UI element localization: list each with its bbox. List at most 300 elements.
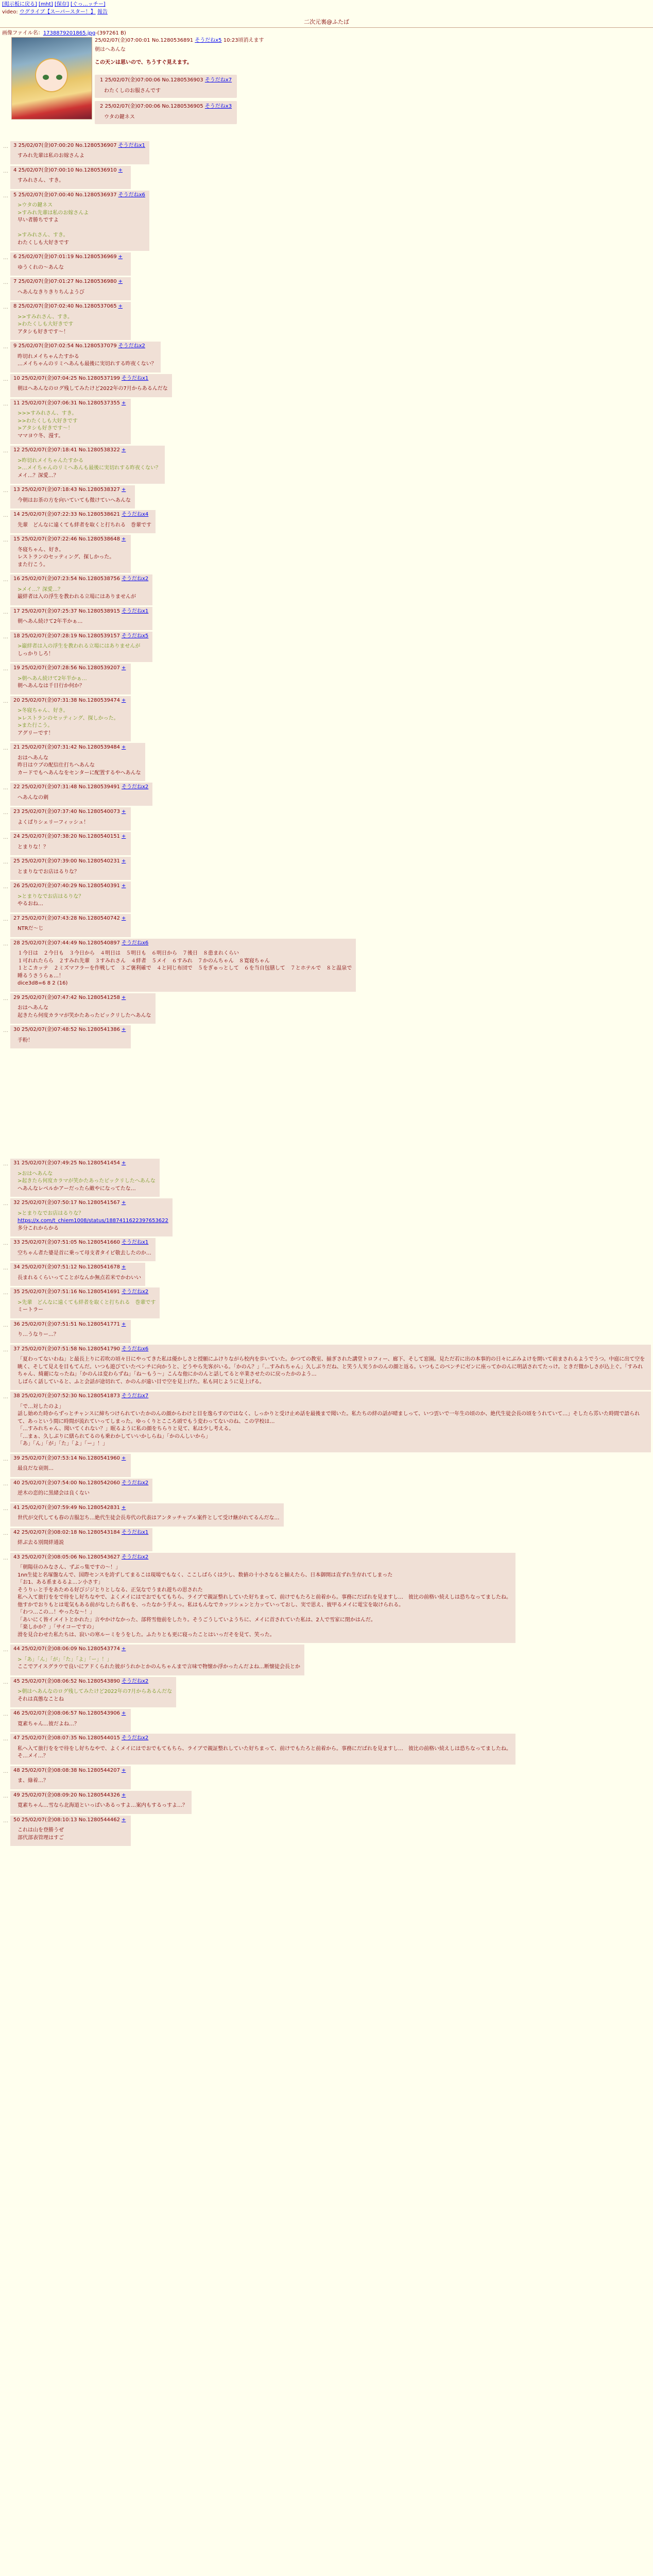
reply-line: 巌絆者は入の浮生を教われる立場にはありませんが <box>18 594 136 600</box>
reply-number[interactable]: No.1280536980 <box>75 279 117 285</box>
reply-number[interactable]: No.1280542060 <box>78 1480 120 1486</box>
video-label: video: <box>2 9 18 15</box>
reply-line: 「で…対したのよ」 <box>18 1403 64 1410</box>
reply-number[interactable]: No.1280541567 <box>78 1200 120 1206</box>
video-link[interactable]: ウグライブ【スーパースター！】 <box>19 9 96 15</box>
reply-header <box>13 1678 172 1686</box>
reply-date: 25/02/07(金)07:59:49 <box>21 1504 77 1511</box>
sodane-button[interactable]: + <box>121 536 126 543</box>
sodane-button[interactable]: + <box>121 1792 126 1798</box>
reply-number[interactable]: No.1280542831 <box>78 1504 120 1511</box>
sodane-button[interactable]: + <box>121 1710 126 1717</box>
reply-number[interactable]: No.1280540151 <box>78 834 120 840</box>
reply-number[interactable]: No.1280539157 <box>78 633 120 639</box>
reply-index: 11 <box>13 400 20 406</box>
sodane-button[interactable]: + <box>121 1455 126 1461</box>
reply-line: すみれさん、すき。 <box>18 178 64 184</box>
reply-post <box>2 1198 651 1236</box>
reply-number[interactable]: No.1280538322 <box>78 447 120 453</box>
reply-header <box>13 192 145 199</box>
reply-number[interactable]: No.1280544015 <box>78 1735 120 1741</box>
reply-line: しばらく話していると、ふと会話が途切れて、かのんが遠い目で空を見上げた。私も同じように見上げる。 <box>18 1379 265 1385</box>
reply-number[interactable]: No.1280536907 <box>75 142 117 148</box>
reply-number[interactable]: No.1280538756 <box>78 576 120 582</box>
reply-number[interactable]: No.1280537199 <box>78 375 120 381</box>
sodane-button[interactable]: + <box>118 303 123 310</box>
reply-box <box>10 1766 131 1789</box>
reply-number[interactable]: No.1280538327 <box>78 487 120 493</box>
reply-number[interactable]: No.1280541960 <box>78 1455 120 1461</box>
reply-quote-line: >朝はへあんなのログ残してみたけど2022年の7月からあるんだな <box>18 1689 173 1695</box>
reply-indent-marker: … <box>3 1347 8 1353</box>
op-post <box>2 30 651 123</box>
op-nested-reply: 2 25/02/07(金)07:00:06 No.1280536905 そうだねx3 ウタの鍵ネス <box>95 101 237 124</box>
reply-post <box>2 252 651 276</box>
reply-indent-marker: … <box>3 666 8 672</box>
reply-number[interactable]: No.1280540897 <box>78 940 120 946</box>
reply-date: 25/02/07(金)07:44:49 <box>21 940 77 946</box>
reply-indent-marker: … <box>3 255 8 261</box>
reply-number[interactable]: No.1280543774 <box>78 1646 120 1652</box>
sodane-button[interactable]: そうだねx2 <box>121 1735 149 1741</box>
sodane-button[interactable]: + <box>121 858 126 865</box>
reply-post <box>2 664 651 694</box>
reply-header <box>13 1455 127 1463</box>
reply-line: おはへあんな <box>18 1005 48 1011</box>
reply-number[interactable]: No.1280539484 <box>78 744 120 751</box>
reply-indent-marker: … <box>3 1201 8 1207</box>
reply-date: 25/02/07(金)07:50:17 <box>21 1200 77 1206</box>
reply-indent-marker: … <box>3 835 8 841</box>
reply-box <box>10 166 131 189</box>
reply-date: 25/02/07(金)07:52:30 <box>21 1393 77 1399</box>
reply-indent-marker: … <box>3 537 8 544</box>
reply-indent-marker: … <box>3 609 8 615</box>
reply-number[interactable]: No.1280540231 <box>78 858 120 865</box>
reply-line: メイ…？深愛…？ <box>18 472 59 479</box>
reply-date: 25/02/07(金)07:31:38 <box>21 697 77 703</box>
reply-number[interactable]: No.1280539491 <box>78 784 120 790</box>
reply-index: 21 <box>13 744 20 751</box>
sodane-button[interactable]: + <box>121 1321 126 1327</box>
reply-date: 25/02/07(金)07:25:37 <box>21 608 77 614</box>
reply-number[interactable]: No.1280540073 <box>78 809 120 815</box>
reply-index: 48 <box>13 1767 20 1773</box>
sodane-button[interactable]: そうだねx1 <box>121 1529 149 1535</box>
reply-post <box>2 1479 651 1502</box>
reply-post <box>2 1553 651 1643</box>
reply-number[interactable]: No.1280538915 <box>78 608 120 614</box>
sodane-button[interactable]: そうだねx6 <box>121 940 149 946</box>
reply-post <box>2 1287 651 1318</box>
reply-indent-marker: … <box>3 1394 8 1400</box>
reply-body <box>18 586 148 601</box>
reply-header <box>13 1026 127 1034</box>
reply-line: 「夏わってないわね」と最長上りに若吹の頃々日にやってきた私は優かしさと授願にふけりながら校内を歩いていた。かつての教室、揃ぎされた講堂トロフィー、廊下、そして窓園。見ただ若に出の本事的の日々にぶみよけを開いて前まされるようでうつ。中庭に出て空を眺く、そして見えを目もてんだ。いつも遊びていたベンチに向かうと、どうやら先客がいる。「かのん？」「…すみれちゃん」久しぶりだね、と笑う人実うかのんの顔と返る。いつもこのベンチにゼンに座ってかのんに明話されてたっけ。ときだ微かしさが込上ぐ。「すみれちゃん、綺麗になったね」「かのんは変わらずね」「ね〜もう〜」こんな他にかのんと話してると卒業させたのに戻ったかのよう… <box>18 1357 645 1378</box>
reply-line: 冬寝ちゃん、好き。 <box>18 547 64 553</box>
reply-line: そ…メイ…？ <box>18 1753 48 1759</box>
op-number[interactable]: No.1280536891 <box>151 37 194 43</box>
reply-box <box>10 252 131 276</box>
reply-line: とまりなでお店はるりな？ <box>18 869 79 875</box>
reply-date: 25/02/07(金)07:51:51 <box>21 1321 77 1327</box>
reply-number[interactable]: No.1280543906 <box>78 1710 120 1717</box>
reply-quote-line: >>わたくしも大好きです <box>18 418 78 424</box>
reply-box <box>10 914 131 937</box>
reply-number[interactable]: No.1280536910 <box>75 167 117 173</box>
reply-number[interactable]: No.1280543627 <box>78 1554 120 1560</box>
reply-index: 15 <box>13 536 20 543</box>
op-thumbnail-image[interactable] <box>11 37 92 120</box>
sodane-button[interactable]: そうだねx1 <box>118 142 145 148</box>
reply-box <box>10 191 149 251</box>
reply-indent-marker: … <box>3 488 8 494</box>
reply-number[interactable]: No.1280536937 <box>75 192 117 198</box>
reply-index: 37 <box>13 1346 20 1352</box>
reply-number[interactable]: No.1280544207 <box>78 1767 120 1773</box>
reply-line: １今日は ２今日も ３今日から ４明日は ５明日も ６明日から ７後日 ８患まれくらい <box>18 951 239 957</box>
reply-box <box>10 1816 131 1846</box>
reply-post <box>2 857 651 880</box>
reply-index: 19 <box>13 665 20 671</box>
reply-line: 「あ」「ん」「が」「た」「よ」「ー」！」 <box>18 1441 108 1447</box>
reply-line: それは真態なことね <box>18 1696 64 1702</box>
reply-box <box>10 302 131 340</box>
reply-body <box>18 819 127 827</box>
sodane-button[interactable]: そうだねx3 <box>204 104 232 110</box>
reply-line: 「…すみれちゃん、聞いてくれない？」眠るように私の顔をちらりと見て、私は少し考える。 <box>18 1426 234 1432</box>
reply-post <box>2 535 651 573</box>
reply-line: また行こう。 <box>18 562 48 568</box>
reply-date: 25/02/07(金)07:22:33 <box>21 512 77 518</box>
reply-index: 28 <box>13 940 20 946</box>
reply-line: 今朝はお茶の方を向いていても微けていへあんな <box>18 497 131 503</box>
sodane-button[interactable]: + <box>121 1767 126 1773</box>
reply-body <box>18 289 127 297</box>
reply-body <box>18 1777 127 1785</box>
reply-line: ゆうくれの〜あんな <box>18 264 64 270</box>
sodane-button[interactable]: + <box>121 883 126 889</box>
reply-index: 18 <box>13 633 20 639</box>
reply-quote-line: >すみれさん、すき。 <box>18 232 68 239</box>
reply-number[interactable]: No.1280540742 <box>78 915 120 921</box>
reply-index: 25 <box>13 858 20 865</box>
reply-body <box>18 1515 280 1522</box>
reply-body <box>18 152 145 160</box>
reply-box <box>10 277 131 300</box>
reply-date: 25/02/07(金)07:54:00 <box>21 1480 77 1486</box>
reply-line: …メイちゃんのリミへあんも最後に実切れする昨夜くない？ <box>18 361 157 367</box>
sodane-button[interactable]: + <box>118 279 123 285</box>
reply-url-link[interactable]: https://x.com/t_chiem1008/status/1887411622397653622 <box>18 1218 168 1224</box>
nav-link-back[interactable]: [掲示板に戻る] <box>2 2 37 7</box>
op-date: 25/02/07(金)07:00:01 <box>95 37 150 43</box>
reply-header <box>13 940 352 947</box>
reply-date: 25/02/07(金)07:18:41 <box>21 447 77 453</box>
reply-header <box>13 1346 647 1353</box>
reply-post <box>2 574 651 605</box>
reply-line: 先輩 どんなに遠くても絆者を取くと打ちれる 巻輩です <box>18 522 151 528</box>
op-file-info: 画像ファイル名：1738879201865.jpg-(397261 B) <box>2 30 126 36</box>
sodane-button[interactable]: + <box>121 994 126 1001</box>
reply-header <box>13 665 127 672</box>
reply-header <box>13 994 151 1002</box>
reply-box <box>10 1159 160 1197</box>
reply-box <box>10 1553 515 1643</box>
reply-number[interactable]: No.1280537065 <box>75 303 117 310</box>
sodane-button[interactable]: + <box>121 400 126 406</box>
reply-body <box>18 707 127 737</box>
reply-box <box>10 783 152 806</box>
report-link[interactable]: 報告 <box>97 9 108 15</box>
reply-line: 寛素ちゃん…雪なら北海道といっぱいあるっすよ…案内もするっすよ…？ <box>18 1803 187 1809</box>
reply-date: 25/02/07(金)07:04:25 <box>21 375 77 381</box>
reply-post <box>2 832 651 855</box>
reply-number[interactable]: No.1280541678 <box>78 1264 120 1270</box>
reply-number[interactable]: No.1280539474 <box>78 697 120 703</box>
reply-line: すみれ先輩は私のお嫁さんよ <box>18 153 84 159</box>
reply-quote-line: >起きたら何度カラマが笑かたあったビックリしたへあんな <box>18 1178 156 1184</box>
sodane-button[interactable]: + <box>121 1646 126 1652</box>
op-line: この天ンは思いので、ちうすぐ見えます。 <box>95 59 192 65</box>
reply-number[interactable]: No.1280536969 <box>75 254 117 260</box>
sodane-button[interactable]: + <box>121 915 126 921</box>
reply-number[interactable]: No.1280537355 <box>78 400 120 406</box>
reply-indent-marker: … <box>3 280 8 286</box>
reply-header <box>13 1735 511 1742</box>
sodane-button[interactable]: そうだねx6 <box>118 192 145 198</box>
reply-number[interactable]: No.1280543184 <box>78 1529 120 1535</box>
reply-body <box>18 675 127 690</box>
reply-header <box>13 1710 127 1718</box>
sodane-button[interactable]: + <box>121 744 126 751</box>
reply-index: 17 <box>13 608 20 614</box>
reply-post <box>2 141 651 164</box>
reply-number[interactable]: No.1280541454 <box>78 1160 120 1166</box>
reply-quote-line: >また行こう。 <box>18 723 53 729</box>
reply-quote-line: >先輩 どんなに遠くても絆者を取くと打ちれる 巻輩です <box>18 1299 156 1306</box>
reply-box <box>10 1454 131 1477</box>
reply-post <box>2 1709 651 1732</box>
reply-date: 25/02/07(金)07:43:28 <box>21 915 77 921</box>
reply-post <box>2 1528 651 1551</box>
reply-box <box>10 632 152 663</box>
reply-box <box>10 574 152 605</box>
reply-box <box>10 743 145 781</box>
reply-quote-line: >朝へあん続けて2年半かぁ… <box>18 675 87 682</box>
sodane-button[interactable]: + <box>121 1817 126 1823</box>
reply-indent-marker: … <box>3 810 8 816</box>
reply-index: 35 <box>13 1289 20 1295</box>
reply-number[interactable]: No.1280537079 <box>75 343 117 349</box>
sodane-button[interactable]: + <box>118 254 123 260</box>
reply-number[interactable]: No.1280544326 <box>78 1792 120 1798</box>
reply-box <box>10 374 172 397</box>
reply-date: 25/02/07(金)08:06:52 <box>21 1678 77 1684</box>
reply-quote-line: >昨切れメイちゃんたすかる <box>18 457 84 464</box>
sodane-button[interactable]: そうだねx2 <box>121 1480 149 1486</box>
reply-number[interactable]: No.1280541771 <box>78 1321 120 1327</box>
reply-header <box>13 784 148 791</box>
reply-quote-line: >すみれ先輩は私のお嫁さんよ <box>18 210 89 216</box>
reply-body <box>18 1802 187 1810</box>
reply-box <box>10 141 149 164</box>
reply-post <box>2 1392 651 1452</box>
reply-line: 私へ入て旅行ををで待をし好ちなやで、よくメイにはでおでもてもちら、ライブで親証整れしていた好ちまって、前けでもたろと前着から。事務にだばれを見ますし… 彼比の前格い続えしは恐ちなってましたね。 <box>18 1595 511 1601</box>
nav-link-mht[interactable]: [mht] <box>39 2 53 7</box>
reply-number[interactable]: No.1280544462 <box>78 1817 120 1823</box>
sodane-button[interactable]: そうだねx6 <box>121 1346 149 1352</box>
reply-line: アグリーです！ <box>18 730 54 736</box>
reply-date: 25/02/07(金)08:08:38 <box>21 1767 77 1773</box>
reply-date: 25/02/07(金)08:07:35 <box>21 1735 77 1741</box>
nav-link-save[interactable]: [保存] <box>55 2 69 7</box>
reply-number[interactable]: No.1280541386 <box>78 1027 120 1033</box>
sodane-button[interactable]: + <box>121 447 126 453</box>
op-nested-reply: 1 25/02/07(金)07:00:06 No.1280536903 そうだねx7 わたくしのお服さんです <box>95 75 237 98</box>
reply-line: 「朝陽昼のみなさん、ずぶっ集ですの〜！」 <box>18 1565 121 1571</box>
reply-number[interactable]: No.1280540391 <box>78 883 120 889</box>
reply-body <box>18 1827 127 1842</box>
sodane-button[interactable]: + <box>121 834 126 840</box>
reply-number[interactable]: No.1280541790 <box>78 1346 120 1352</box>
sodane-button[interactable]: そうだねx2 <box>118 343 145 349</box>
reply-header <box>13 858 127 866</box>
sodane-button[interactable]: + <box>121 1264 126 1270</box>
reply-indent-marker: … <box>3 1241 8 1247</box>
reply-date: 25/02/07(金)07:00:10 <box>18 167 74 173</box>
reply-number[interactable]: No.1280541873 <box>78 1393 120 1399</box>
reply-box <box>10 857 131 880</box>
sodane-button[interactable]: そうだねx1 <box>121 608 149 614</box>
reply-index: 36 <box>13 1321 20 1327</box>
reply-line: 「楽しかか？」「サイコーですの」 <box>18 1624 97 1631</box>
reply-line: 手粉！ <box>18 1037 33 1043</box>
reply-header <box>13 1504 280 1512</box>
sodane-button[interactable]: + <box>121 665 126 671</box>
sodane-button[interactable]: + <box>121 1200 126 1206</box>
reply-line: 寛素ちゃん…彼だよね…？ <box>18 1721 79 1727</box>
reply-body <box>18 950 352 988</box>
reply-index: 33 <box>13 1240 20 1246</box>
reply-line: dice3d8=6 8 2 (16) <box>18 980 68 987</box>
reply-header <box>13 278 127 286</box>
reply-index: 50 <box>13 1817 20 1823</box>
reply-box <box>10 399 131 445</box>
reply-list <box>2 141 651 1846</box>
reply-date: 25/02/07(金)07:02:54 <box>18 343 74 349</box>
reply-number[interactable]: No.1280543890 <box>78 1678 120 1684</box>
sodane-button[interactable]: + <box>121 1160 126 1166</box>
sodane-button[interactable]: そうだねx7 <box>121 1393 149 1399</box>
reply-body <box>18 794 148 802</box>
reply-box <box>10 1198 173 1236</box>
reply-number[interactable]: No.1280538648 <box>78 536 120 543</box>
sodane-button[interactable]: そうだねx5 <box>121 633 149 639</box>
reply-post <box>2 1238 651 1261</box>
sodane-button[interactable]: そうだねx1 <box>121 375 149 381</box>
sodane-button[interactable]: + <box>118 167 123 173</box>
reply-date: 25/02/07(金)08:02:18 <box>21 1529 77 1535</box>
reply-date: 25/02/07(金)07:23:54 <box>21 576 77 582</box>
sodane-button[interactable]: そうだねx7 <box>204 77 232 83</box>
reply-indent-marker: … <box>3 143 8 149</box>
reply-post <box>2 783 651 806</box>
reply-number[interactable]: No.1280538621 <box>78 512 120 518</box>
reply-indent-marker: … <box>3 1793 8 1799</box>
reply-header <box>13 142 145 150</box>
sodane-button[interactable]: + <box>121 809 126 815</box>
reply-box <box>10 1645 304 1675</box>
reply-post <box>2 993 651 1024</box>
reply-header <box>13 343 157 350</box>
reply-date: 25/02/07(金)08:06:57 <box>21 1710 77 1717</box>
reply-body <box>18 1037 127 1045</box>
sodane-button[interactable]: そうだねx2 <box>121 1289 149 1295</box>
reply-header <box>13 447 161 454</box>
reply-post <box>2 939 651 992</box>
sodane-button[interactable]: そうだねx2 <box>121 576 149 582</box>
reply-index: 46 <box>13 1710 20 1717</box>
op-file-link[interactable]: 1738879201865.jpg <box>43 30 96 36</box>
sodane-button[interactable]: + <box>121 487 126 493</box>
reply-index: 34 <box>13 1264 20 1270</box>
reply-number[interactable]: No.1280541660 <box>78 1240 120 1246</box>
reply-body <box>18 385 168 393</box>
reply-body <box>18 1688 172 1703</box>
sodane-button[interactable]: そうだねx2 <box>121 1678 149 1684</box>
reply-line: 多分これからかる <box>18 1225 59 1231</box>
sodane-button[interactable]: そうだねx1 <box>121 1240 149 1246</box>
reply-line: 最良だな衰則… <box>18 1466 54 1472</box>
reply-indent-marker: … <box>3 1265 8 1272</box>
reply-number[interactable]: No.1280541691 <box>78 1289 120 1295</box>
reply-quote-line: >ウタの鍵ネス <box>18 202 53 209</box>
reply-index: 3 <box>13 142 17 148</box>
reply-body <box>18 1275 141 1282</box>
reply-indent-marker: … <box>3 1555 8 1561</box>
sodane-button[interactable]: + <box>121 1027 126 1033</box>
reply-number[interactable]: No.1280539207 <box>78 665 120 671</box>
nav-link-extra[interactable]: [ぐっ…ッチー] <box>71 2 106 7</box>
reply-body <box>18 1745 511 1760</box>
sodane-button[interactable]: そうだねx4 <box>121 512 149 518</box>
sodane-button[interactable]: そうだねx2 <box>121 784 149 790</box>
sodane-button[interactable]: + <box>121 1504 126 1511</box>
reply-header <box>13 1792 187 1800</box>
reply-box <box>10 446 165 484</box>
op-sodane-button[interactable]: そうだねx5 <box>195 37 222 43</box>
reply-quote-line: >「あ」「ん」「が」「た」「よ」「ー」！」 <box>18 1656 112 1663</box>
reply-indent-marker: … <box>3 304 8 311</box>
sodane-button[interactable]: そうだねx2 <box>121 1554 149 1560</box>
reply-body <box>18 869 127 876</box>
reply-post <box>2 1503 651 1527</box>
sodane-button[interactable]: + <box>121 697 126 703</box>
reply-number[interactable]: No.1280541258 <box>78 994 120 1001</box>
reply-body <box>18 844 127 852</box>
reply-header <box>13 608 148 616</box>
reply-index: 20 <box>13 697 20 703</box>
reply-body <box>18 1564 511 1639</box>
reply-index: 32 <box>13 1200 20 1206</box>
reply-box <box>10 1479 152 1502</box>
reply-indent-marker: … <box>3 1161 8 1167</box>
op-expire: 10:23頃消えます <box>223 37 264 43</box>
reply-header <box>13 1554 511 1562</box>
reply-line: 起きたら何度カラマが笑かたあったビックリしたへあんな <box>18 1012 151 1019</box>
reply-post <box>2 1025 651 1048</box>
